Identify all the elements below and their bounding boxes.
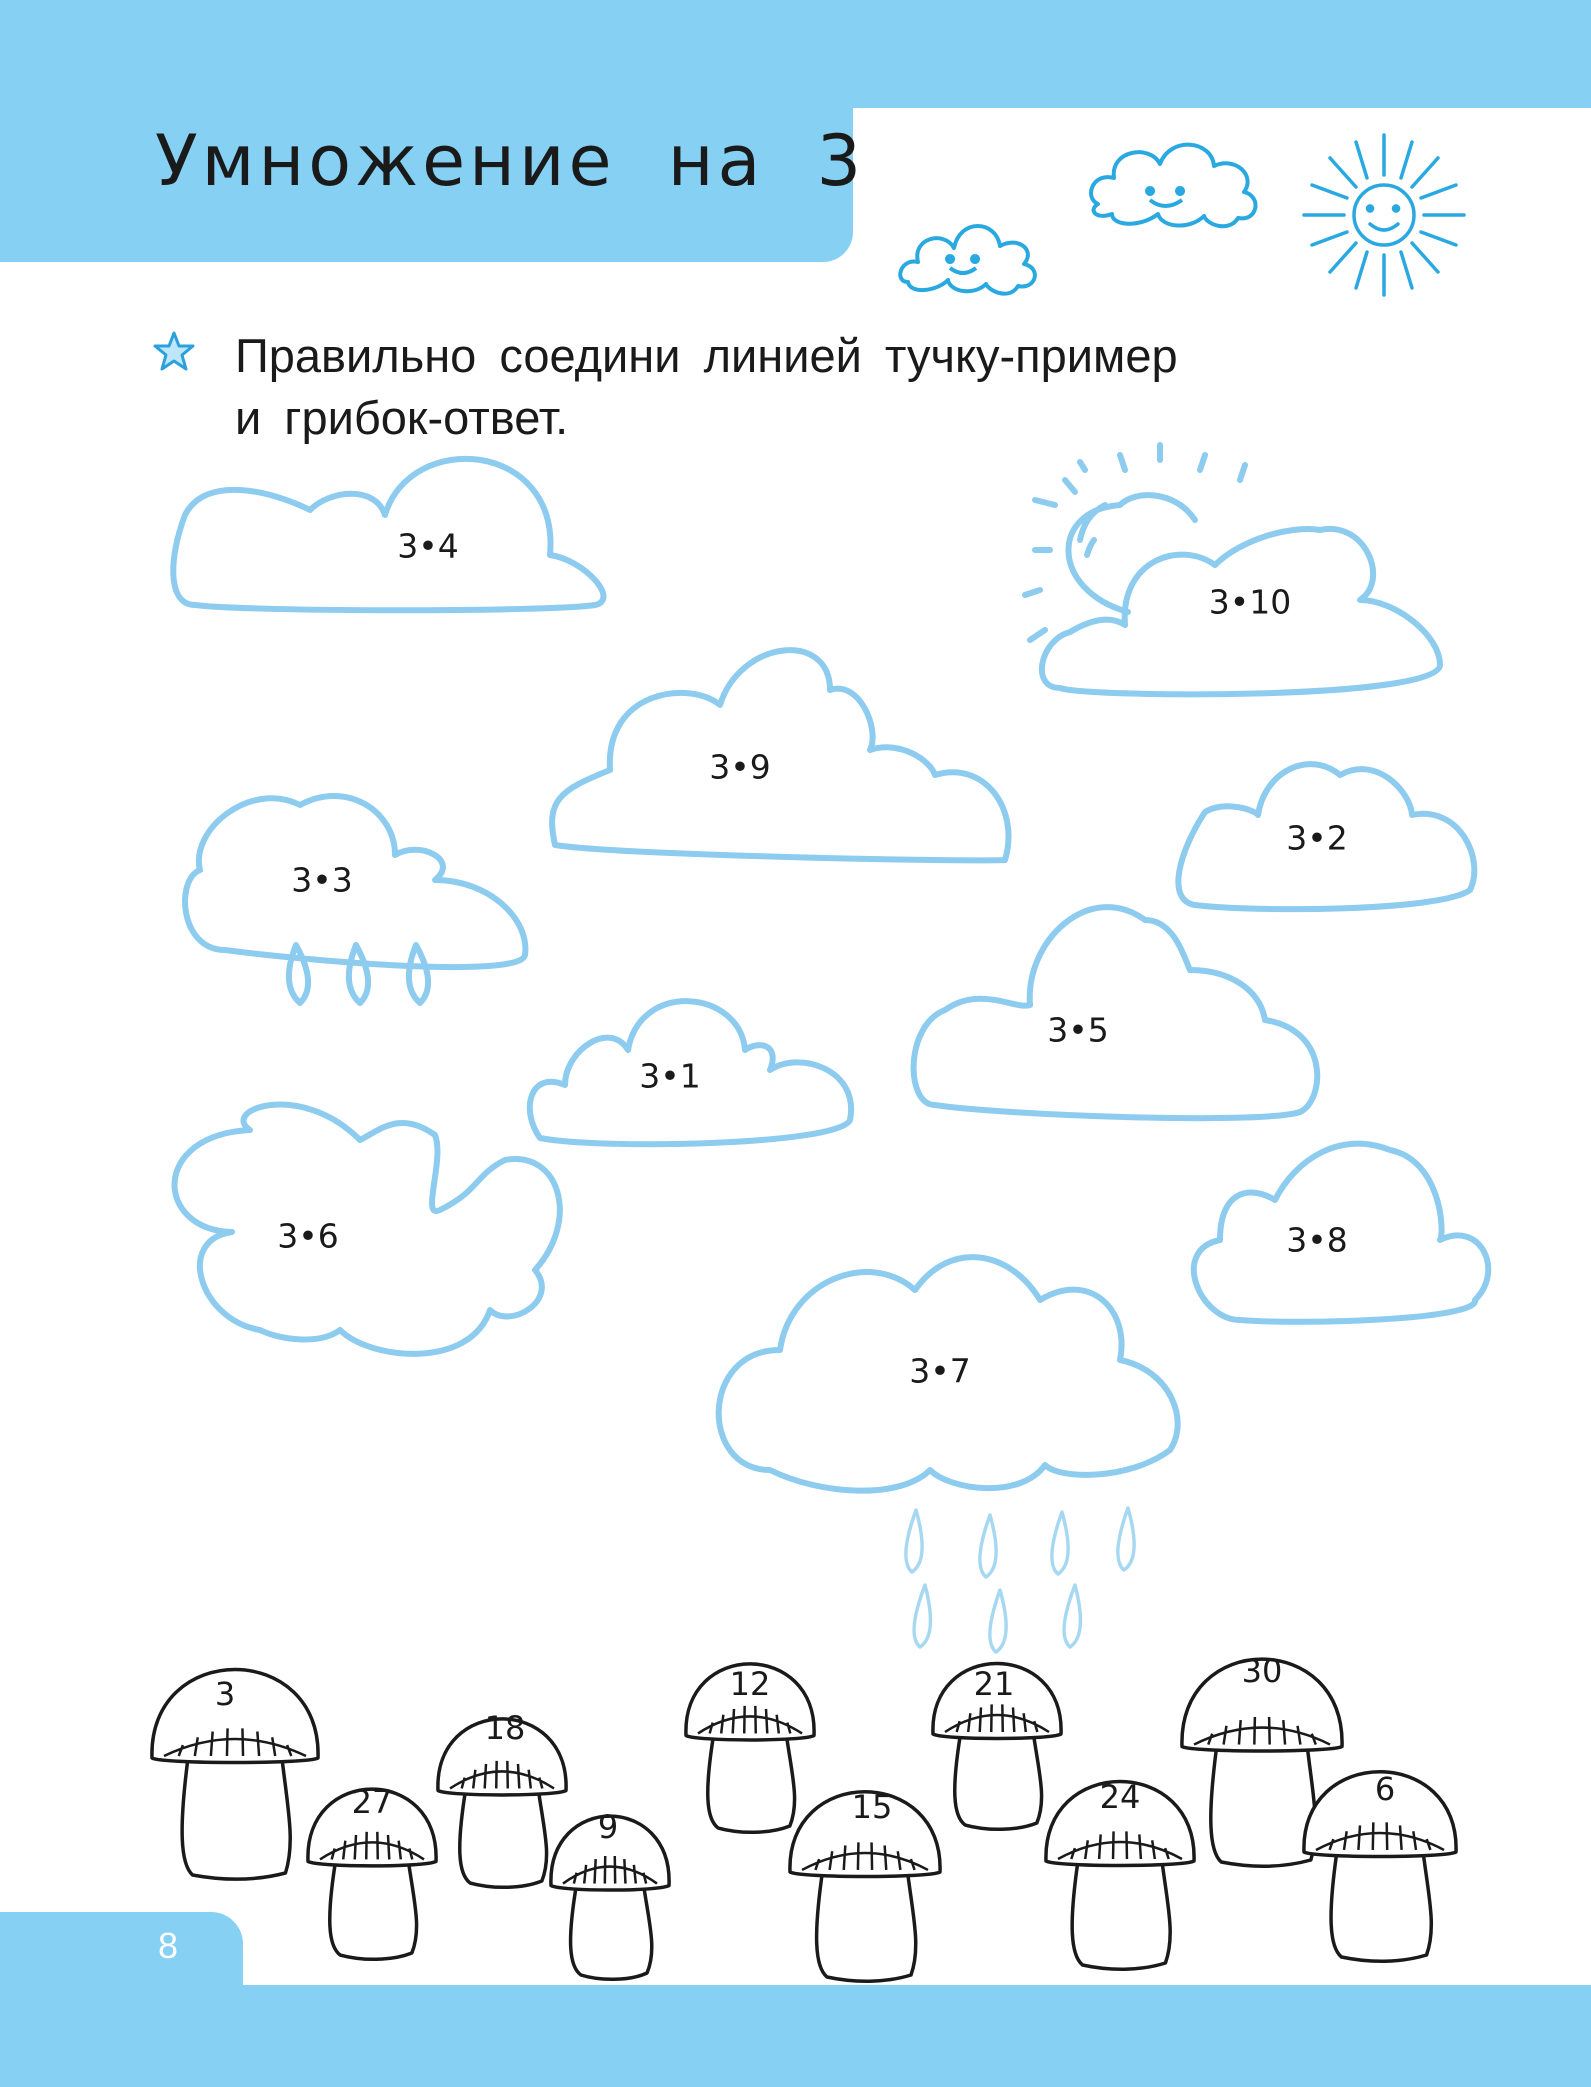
cloud-example: 3•7 xyxy=(909,1351,971,1391)
page-tab xyxy=(0,1912,243,2012)
cloud-example: 3•8 xyxy=(1286,1220,1348,1260)
cloud-icon xyxy=(552,650,1008,860)
mushroom-answer: 21 xyxy=(973,1665,1015,1703)
cloud-example: 3•6 xyxy=(277,1216,339,1256)
mushroom-answer: 6 xyxy=(1374,1770,1396,1808)
mushroom-answer: 27 xyxy=(351,1783,393,1821)
cloud-icon xyxy=(185,796,525,967)
instruction-line-1: Правильно соедини линией тучку-пример xyxy=(235,329,1178,382)
mushroom-answer: 24 xyxy=(1099,1778,1141,1816)
header-cloud-large-icon xyxy=(1091,145,1255,227)
mushroom-answer: 9 xyxy=(597,1808,619,1846)
page-title: Умножение на 3 xyxy=(155,120,866,202)
cloud-icon xyxy=(914,907,1318,1118)
mushroom-answer: 3 xyxy=(214,1675,236,1713)
cloud-example: 3•3 xyxy=(291,860,353,900)
mushroom-answer: 18 xyxy=(484,1709,526,1747)
cloud-example: 3•10 xyxy=(1208,582,1292,622)
cloud-example: 3•9 xyxy=(709,747,771,787)
cloud-icon xyxy=(175,1105,560,1354)
sun-icon xyxy=(1304,135,1464,295)
header-cloud-small-icon xyxy=(900,226,1035,294)
cloud-icon xyxy=(173,459,603,610)
page-number: 8 xyxy=(158,1925,179,1966)
cloud-example: 3•4 xyxy=(397,526,459,566)
cloud-example: 3•1 xyxy=(639,1056,701,1096)
instruction-line-2: и грибок-ответ. xyxy=(235,391,569,444)
raindrop-icon xyxy=(906,1508,1134,1652)
mushroom-answer: 12 xyxy=(729,1665,771,1703)
raindrop-icon xyxy=(289,945,428,1003)
cloud-example: 3•5 xyxy=(1047,1010,1109,1050)
cloud-example: 3•2 xyxy=(1286,818,1348,858)
mushroom-group xyxy=(152,1659,1456,1981)
mushroom-answer: 15 xyxy=(851,1788,893,1826)
mushroom-answer: 30 xyxy=(1241,1652,1283,1690)
